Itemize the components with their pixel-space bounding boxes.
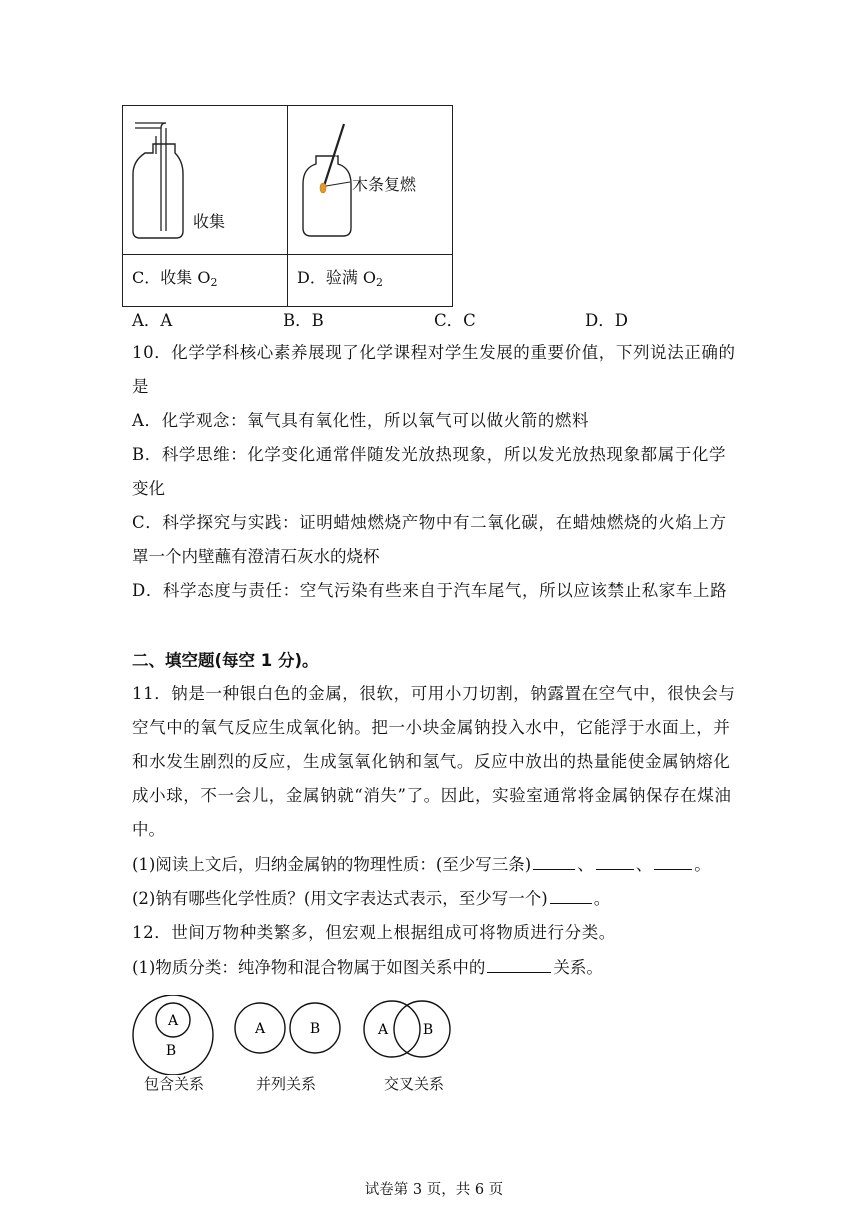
answer-blank[interactable] xyxy=(596,853,634,870)
q9-option-d: D．D xyxy=(585,311,628,330)
apparatus-c-cell xyxy=(123,106,288,255)
q12-subquestion-1: (1)物质分类：纯净物和混合物属于如图关系中的 关系。 xyxy=(132,958,603,977)
q11-para-line2: 空气中的氧气反应生成氧化钠。把一小块金属钠投入水中，它能浮于水面上，并 xyxy=(132,718,731,737)
q11-para-line5: 中。 xyxy=(132,820,165,839)
venn-label-b: B xyxy=(422,1022,434,1038)
q10-option-d: D．科学态度与责任：空气污染有些来自于汽车尾气，所以应该禁止私家车上路 xyxy=(132,581,728,600)
apparatus-table xyxy=(122,105,453,307)
page-footer: 试卷第 3 页，共 6 页 xyxy=(364,1182,504,1198)
q10-option-b-line2: 变化 xyxy=(132,479,165,498)
q10-option-c-line1: C．科学探究与实践：证明蜡烛燃烧产物中有二氧化碳，在蜡烛燃烧的火焰上方 xyxy=(132,513,727,532)
q10-option-b-line1: B．科学思维：化学变化通常伴随发光放热现象，所以发光放热现象都属于化学 xyxy=(132,445,727,464)
venn-label-a: A xyxy=(167,1013,179,1029)
q11-subquestion-1: (1)阅读上文后，归纳金属钠的物理性质：(至少写三条) 、 、 。 xyxy=(132,855,711,874)
parallel-diagram xyxy=(235,1003,340,1053)
intersection-label: 交叉关系 xyxy=(384,1075,445,1093)
answer-blank[interactable] xyxy=(654,853,692,870)
q11-para-line4: 成小球，不一会儿，金属钠就“消失”了。因此，实验室通常将金属钠保存在煤油 xyxy=(132,786,732,805)
venn-label-b: B xyxy=(309,1021,321,1037)
answer-blank[interactable] xyxy=(533,853,575,870)
q9-option-b: B．B xyxy=(283,311,324,330)
q11-para-line3: 和水发生剧烈的反应，生成氢氧化钠和氢气。反应中放出的热量能使金属钠熔化 xyxy=(132,752,731,771)
section-title: 二、填空题(每空 1 分)。 xyxy=(132,651,319,670)
parallel-label: 并列关系 xyxy=(256,1075,317,1093)
splint-relights-label: 木条复燃 xyxy=(352,175,417,194)
collect-label: 收集 xyxy=(193,212,226,231)
q10-stem-line1: 10．化学学科核心素养展现了化学课程对学生发展的重要价值，下列说法正确的 xyxy=(132,343,736,362)
answer-blank[interactable] xyxy=(487,956,551,973)
q9-option-c: C．C xyxy=(434,311,476,330)
apparatus-d-cell xyxy=(288,106,453,255)
option-c-caption: C．收集 $O_2$ xyxy=(123,255,288,307)
venn-label-b: B xyxy=(165,1043,177,1059)
q10-option-c-line2: 罩一个内壁蘸有澄清石灰水的烧杯 xyxy=(132,547,380,566)
relationship-diagrams xyxy=(130,995,460,1075)
venn-label-a: A xyxy=(377,1022,389,1038)
q11-para-line1: 11．钠是一种银白色的金属，很软，可用小刀切割，钠露置在空气中，很快会与 xyxy=(132,684,736,703)
q11-subquestion-2: (2)钠有哪些化学性质？(用文字表达式表示，至少写一个) 。 xyxy=(132,889,611,908)
inclusion-label: 包含关系 xyxy=(144,1075,205,1093)
inclusion-diagram xyxy=(133,995,213,1075)
venn-label-a: A xyxy=(254,1021,266,1037)
answer-blank[interactable] xyxy=(550,887,592,904)
q12-stem: 12．世间万物种类繁多，但宏观上根据组成可将物质进行分类。 xyxy=(132,923,616,942)
intersection-diagram xyxy=(364,1001,450,1057)
q10-option-a: A．化学观念：氧气具有氧化性，所以氧气可以做火箭的燃料 xyxy=(132,411,590,430)
q9-option-a: A．A xyxy=(132,311,173,330)
q10-stem-line2: 是 xyxy=(132,377,149,396)
option-d-caption: D．验满 $O_2$ xyxy=(288,255,453,307)
